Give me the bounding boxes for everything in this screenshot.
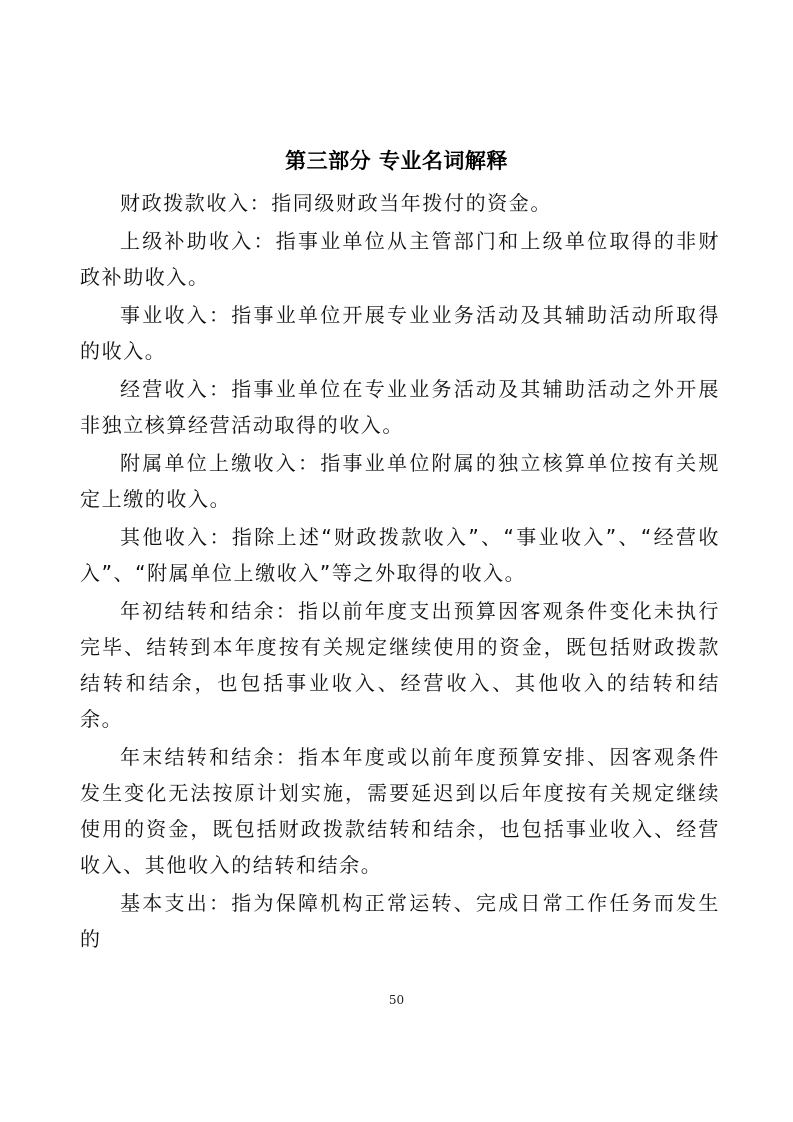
paragraph-business-income: 事业收入：指事业单位开展专业业务活动及其辅助活动所取得的收入。: [80, 303, 720, 363]
paragraph-beginning-carryover: 年初结转和结余：指以前年度支出预算因客观条件变化未执行完毕、结转到本年度按有关规定继续使用的资金，既包括财政拨款结转和结余，也包括事业收入、经营收入、其他收入的结转和结余。: [80, 599, 720, 731]
paragraph-operating-income: 经营收入：指事业单位在专业业务活动及其辅助活动之外开展非独立核算经营活动取得的收入。: [80, 377, 720, 437]
paragraph-fiscal-appropriation-income: 财政拨款收入：指同级财政当年拨付的资金。: [120, 191, 552, 215]
paragraph-basic-expenditure: 基本支出：指为保障机构正常运转、完成日常工作任务而发生的: [80, 891, 720, 951]
page-number: 50: [388, 993, 405, 1007]
paragraph-ending-carryover: 年末结转和结余：指本年度或以前年度预算安排、因客观条件发生变化无法按原计划实施，需要延迟到以后年度按有关规定继续使用的资金，既包括财政拨款结转和结余，也包括事业收入、经营收入、其他收入的结转和结余。: [80, 745, 720, 877]
paragraph-other-income: 其他收入：指除上述“财政拨款收入”、“事业收入”、“经营收入”、“附属单位上缴收入”等之外取得的收入。: [80, 525, 720, 585]
paragraph-superior-subsidy-income: 上级补助收入：指事业单位从主管部门和上级单位取得的非财政补助收入。: [80, 229, 720, 289]
document-body: [80, 185, 720, 959]
paragraph-affiliated-unit-income: 附属单位上缴收入：指事业单位附属的独立核算单位按有关规定上缴的收入。: [80, 451, 720, 511]
section-title: 第三部分 专业名词解释: [285, 149, 508, 173]
